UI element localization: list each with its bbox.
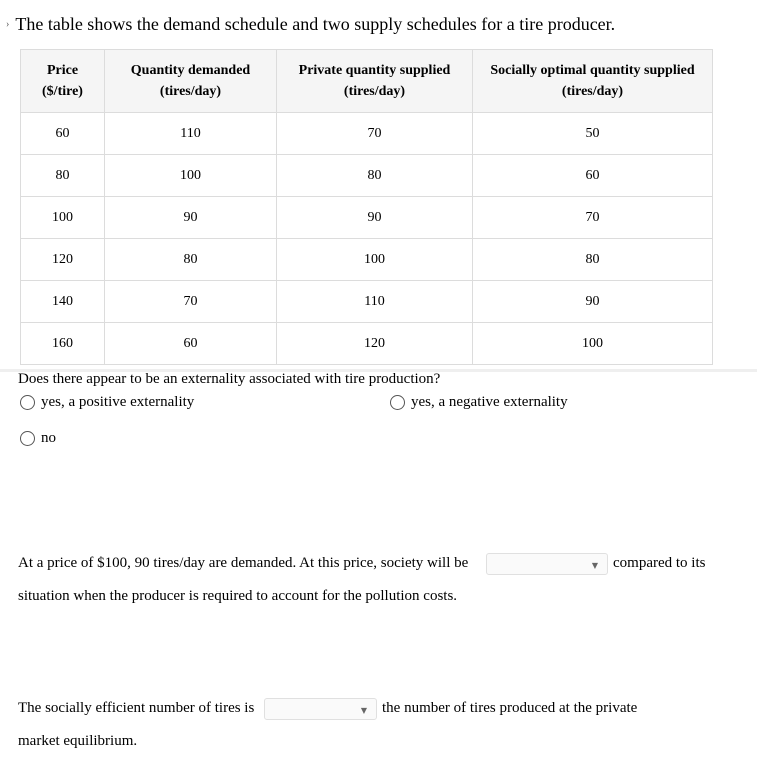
supply-demand-table (20, 49, 713, 365)
table-cell: 50 (473, 113, 713, 155)
chevron-down-icon: ▼ (360, 706, 367, 715)
question3-dropdown[interactable] (264, 698, 377, 720)
header-private-supplied: Private quantity supplied (tires/day) (277, 50, 473, 113)
table-row (21, 281, 713, 323)
intro-text (6, 14, 615, 35)
table-cell: 90 (277, 197, 473, 239)
question3-before: The socially efficient number of tires is (18, 700, 255, 716)
table-cell: 110 (105, 113, 277, 155)
table-cell: 90 (473, 281, 713, 323)
option-no[interactable] (20, 430, 56, 447)
question3-line2: market equilibrium. (18, 733, 138, 749)
intro-label: The table shows the demand schedule and two supply schedules for a tire producer. (15, 14, 616, 34)
option-negative-externality[interactable] (390, 394, 568, 411)
chevron-down-icon: ▼ (591, 561, 598, 570)
table-row (21, 239, 713, 281)
header-quantity-demanded: Quantity demanded (tires/day) (105, 50, 277, 113)
table-row (21, 155, 713, 197)
table-cell: 80 (473, 239, 713, 281)
option-label: no (41, 430, 56, 446)
table-row (21, 197, 713, 239)
table-cell: 110 (277, 281, 473, 323)
question3-after: the number of tires produced at the private (382, 700, 638, 716)
table-cell: 80 (105, 239, 277, 281)
option-label: yes, a negative externality (411, 394, 568, 410)
radio-button[interactable] (390, 395, 405, 410)
table-cell: 120 (277, 323, 473, 365)
question2-dropdown[interactable] (486, 553, 608, 575)
table-cell: 70 (473, 197, 713, 239)
radio-button[interactable] (20, 395, 35, 410)
header-price: Price ($/tire) (21, 50, 105, 113)
question2-line2: situation when the producer is required to account for the pollution costs. (18, 588, 458, 604)
option-positive-externality[interactable] (20, 394, 194, 411)
table-cell: 120 (21, 239, 105, 281)
table-cell: 90 (105, 197, 277, 239)
table-cell: 60 (473, 155, 713, 197)
table-cell: 100 (277, 239, 473, 281)
table-row (21, 113, 713, 155)
question2-after: compared to its (613, 555, 706, 571)
question1-text: Does there appear to be an externality associated with tire production? (18, 371, 441, 387)
table-cell: 100 (105, 155, 277, 197)
header-social-supplied: Socially optimal quantity supplied (tires/day) (473, 50, 713, 113)
table-cell: 60 (21, 113, 105, 155)
table-cell: 60 (105, 323, 277, 365)
bullet-icon: › (6, 19, 10, 30)
table-cell: 70 (105, 281, 277, 323)
table-row (21, 323, 713, 365)
table-cell: 100 (473, 323, 713, 365)
option-label: yes, a positive externality (41, 394, 195, 410)
table-cell: 80 (21, 155, 105, 197)
table-cell: 100 (21, 197, 105, 239)
table-cell: 70 (277, 113, 473, 155)
question2-before: At a price of $100, 90 tires/day are demanded. At this price, society will be (18, 555, 469, 571)
radio-button[interactable] (20, 431, 35, 446)
table-cell: 80 (277, 155, 473, 197)
table-header-row (21, 50, 713, 113)
table-cell: 160 (21, 323, 105, 365)
table-cell: 140 (21, 281, 105, 323)
